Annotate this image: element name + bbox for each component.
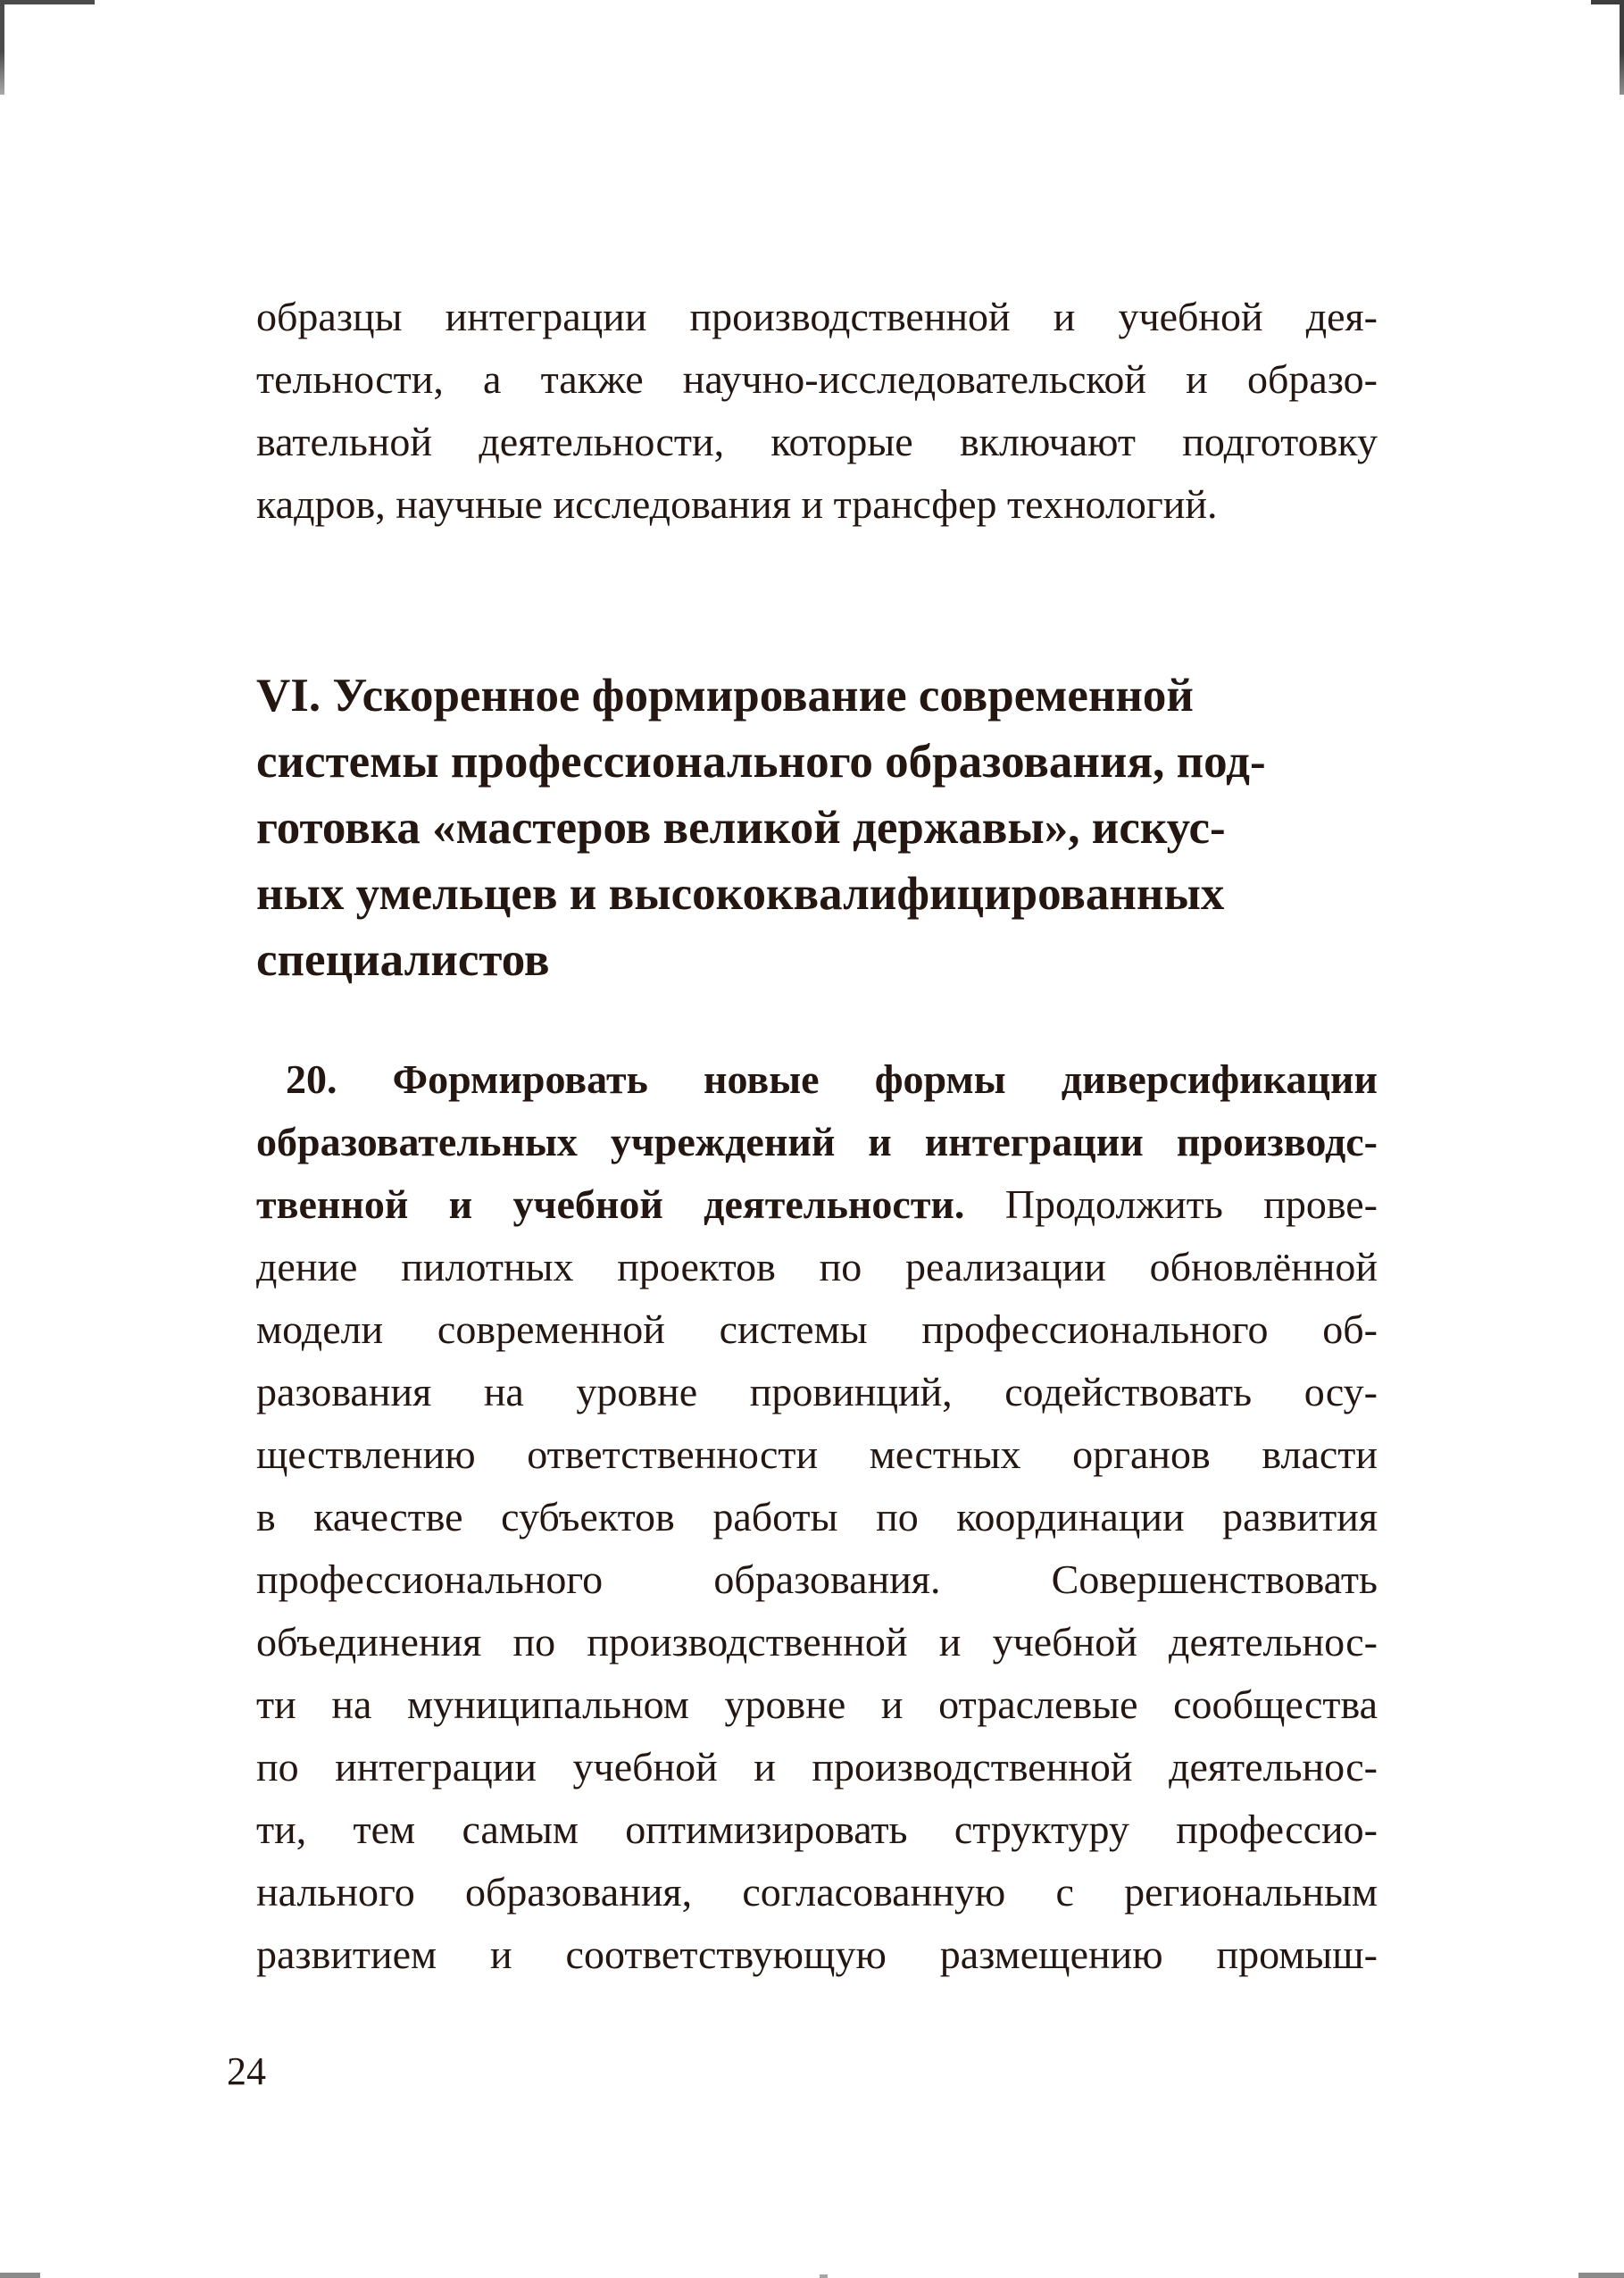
paragraph-line: ти на муниципальном уровне и отраслевые сообщества — [256, 1681, 1378, 1727]
paragraph-line: по интеграции учебной и производственной деятельнос- — [256, 1744, 1378, 1790]
paragraph-line: развитием и соответствующую размещению промыш- — [256, 1932, 1378, 1977]
paragraph-line: ществлению ответственности местных органов власти — [256, 1431, 1378, 1477]
paragraph-line: в качестве субъектов работы по координации развития — [256, 1494, 1378, 1540]
heading-line: ных умельцев и высококвалифицированных — [256, 868, 1225, 920]
paragraph-line: модели современной системы профессионального об- — [256, 1306, 1378, 1352]
scan-edge-mark-bottom-right — [1578, 2273, 1624, 2278]
heading-line: системы профессионального образования, под- — [256, 736, 1266, 788]
paragraph-20-lead-bold-line: образовательных учреждений и интеграции производс- — [256, 1119, 1378, 1164]
paragraph-line: кадров, научные исследования и трансфер технологий. — [256, 481, 1218, 527]
paragraph-line: профессионального образования. Совершенствовать — [256, 1556, 1378, 1602]
paragraph-line: образцы интеграции производственной и учебной дея- — [256, 294, 1378, 339]
paragraph-20 — [256, 1048, 1378, 1986]
scan-corner-mark-top-right-vertical — [1620, 0, 1624, 95]
paragraph-line: объединения по производственной и учебной деятельнос- — [256, 1619, 1378, 1665]
heading-line: готовка «мастеров великой державы», искус- — [256, 802, 1226, 854]
paragraph-line: тельности, а также научно-исследовательской и образо- — [256, 356, 1378, 402]
paragraph-20-body-start: Продолжить прове- — [964, 1181, 1378, 1227]
paragraph-20-mixed-line — [256, 1173, 1378, 1236]
paragraph-20-lead-bold-end: твенной и учебной деятельности. — [256, 1181, 965, 1227]
heading-line: специалистов — [256, 934, 550, 986]
scan-corner-mark-top-left-horizontal — [0, 0, 95, 4]
paragraph-line: вательной деятельности, которые включают подготовку — [256, 419, 1378, 464]
heading-line: VI. Ускоренное формирование современной — [256, 670, 1194, 722]
intro-paragraph — [256, 286, 1378, 536]
page-number-folio: 24 — [227, 2049, 266, 2093]
paragraph-line: нального образования, согласованную с региональным — [256, 1869, 1378, 1915]
paragraph-line: ти, тем самым оптимизировать структуру профессио- — [256, 1807, 1378, 1852]
paragraph-line: дение пилотных проектов по реализации обновлённой — [256, 1244, 1378, 1289]
paragraph-20-lead-bold-line: 20. Формировать новые формы диверсификации — [286, 1056, 1378, 1102]
scan-edge-mark-bottom-center — [820, 2274, 828, 2278]
section-heading-vi — [256, 663, 1378, 993]
scan-edge-mark-bottom-left — [0, 2273, 40, 2278]
paragraph-line: разования на уровне провинций, содействовать осу- — [256, 1369, 1378, 1414]
scan-corner-mark-top-left-vertical — [0, 0, 4, 95]
